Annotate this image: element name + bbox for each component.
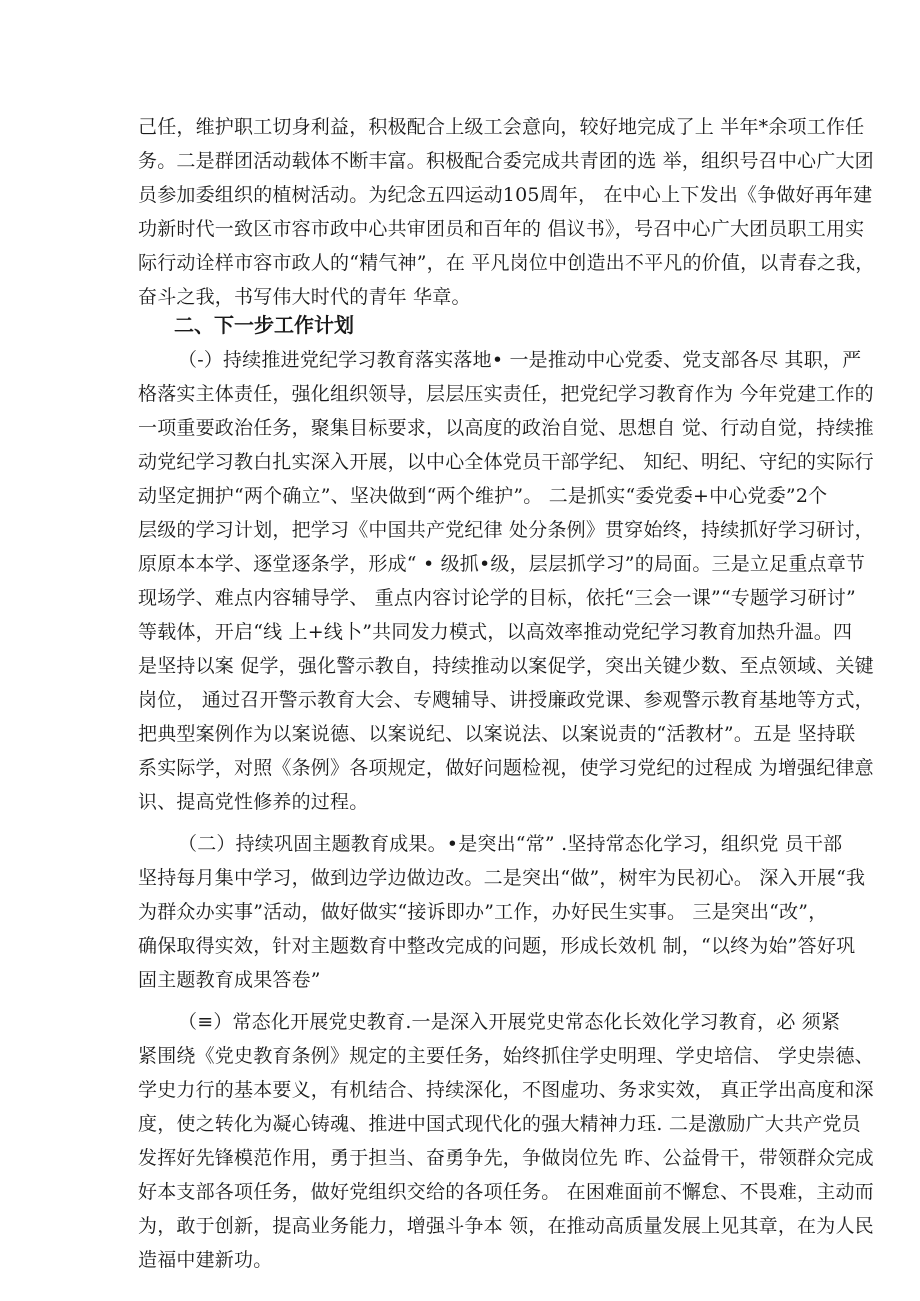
text-line: 动坚定拥护“两个确立”、坚决做到“两个维护”。 二是抓实“委党委+中心党委”2个 (138, 485, 828, 507)
text-line: 一项重要政治任务，聚集目标要求，以高度的政治自觉、思想自 觉、行动自觉，持续推 (138, 417, 874, 439)
text-line: 学史力行的基本要义，有机结合、持续深化，不图虚功、务求实效， 真正学出高度和深 (138, 1079, 874, 1101)
text-line: 己任，维护职工切身利益，积极配合上级工会意向，较好地完成了上 半年*余项工作任 (138, 116, 865, 138)
text-line: 固主题教育成果答卷” (138, 969, 321, 991)
text-line: 为，敢于创新，提高业务能力，增强斗争本 领，在推动高质量发展上见其章，在为人民 (138, 1215, 874, 1237)
text-line: 确保取得实效，针对主题数育中整改完成的问题，形成长效机 制，“以终为始”答好巩 (138, 935, 856, 957)
text-line: （二）持续巩固主题教育成果。•是突出“常” .坚持常态化学习，组织党 员干部 (178, 833, 843, 855)
text-line: （-）持续推进党纪学习教育落实落地• 一是推动中心党委、党支部各尽 其职，严 (178, 349, 862, 371)
text-line: 为群众办实事”活动，做好做实“接诉即办”工作，办好民生实事。 三是突出“改”， (138, 901, 828, 923)
text-line: 格落实主体责任，强化组织领导，层层压实责任，把党纪学习教育作为 今年党建工作的 (138, 383, 874, 405)
text-line: 把典型案例作为以案说德、以案说纪、以案说法、以案说责的“活教材”。五是 坚持联 (138, 723, 856, 745)
text-line: 等载体，开启“线 上+线卜”共同发力模式，以高效率推动党纪学习教育加热升温。四 (138, 621, 853, 643)
text-line: 识、提高党性修养的过程。 (138, 791, 369, 813)
text-line: 际行动诠样市容市政人的“精气神”，在 平凡岗位中创造出不平凡的价值，以青春之我， (138, 252, 875, 274)
text-line: 员参加委组织的植树活动。为纪念五四运动105周年， 在中心上下发出《争做好再年建 (138, 184, 873, 206)
text-line: 奋斗之我，书写伟大时代的青年 华章。 (138, 286, 471, 308)
text-line: 发挥好先锋模范作用，勇于担当、奋勇争先，争做岗位先 昨、公益骨干，带领群众完成 (138, 1147, 874, 1169)
text-line: 度，使之转化为凝心铸魂、推进中国式现代化的强大精神力珏. 二是激励广大共产党员 (138, 1113, 861, 1135)
text-line: 是坚持以案 促学，强化警示教自，持续推动以案促学，突出关键少数、至点领域、关键 (138, 655, 874, 677)
text-line: 功新时代一致区市容市政中心共审团员和百年的 倡议书》，号召中心广大团员职工用实 (138, 218, 865, 240)
text-line: 好本支部各项任务，做好党组织交给的各项任务。 在困难面前不懈怠、不畏难，主动而 (138, 1181, 874, 1203)
text-line: 坚持每月集中学习，做到边学边做边改。二是突出“做”，树牢为民初心。 深入开展“我 (138, 867, 866, 889)
text-line: 紧围绕《党史教育条例》规定的主要任务，始终抓住学史明理、学史培信、 学史崇德、 (138, 1045, 874, 1067)
text-line: 层级的学习计划，把学习《中国共产党纪律 处分条例》贯穿始终，持续抓好学习研讨， (138, 519, 874, 541)
section-heading: 二、下一步工作计划 (174, 313, 354, 337)
text-line: 动党纪学习教白扎实深入开展，以中心全体党员干部学纪、 知纪、明纪、守纪的实际行 (138, 451, 874, 473)
text-line: 岗位， 通过召开警示教育大会、专飕辅导、讲授廉政党课、参观警示教育基地等方式， (138, 689, 874, 711)
text-line: 原原本本学、逐堂逐条学，形成“ • 级抓•级，层层抓学习”的局面。三是立足重点章节 (138, 553, 866, 575)
text-line: 现场学、难点内容辅导学、 重点内容讨论学的目标，依托“三会一课”“专题学习研讨” (138, 587, 856, 609)
text-line: 系实际学，对照《条例》各项规定，做好问题检视，使学习党纪的过程成 为增强纪律意 (138, 757, 874, 779)
text-line: 务。二是群团活动载体不断丰富。积极配合委完成共青团的选 举，组织号召中心广大团 (138, 150, 874, 172)
text-line: 造福中建新功。 (138, 1249, 273, 1271)
text-line: （≡）常态化开展党史教育.一是深入开展党史常态化长效化学习教育，必 须紧 (178, 1011, 841, 1033)
